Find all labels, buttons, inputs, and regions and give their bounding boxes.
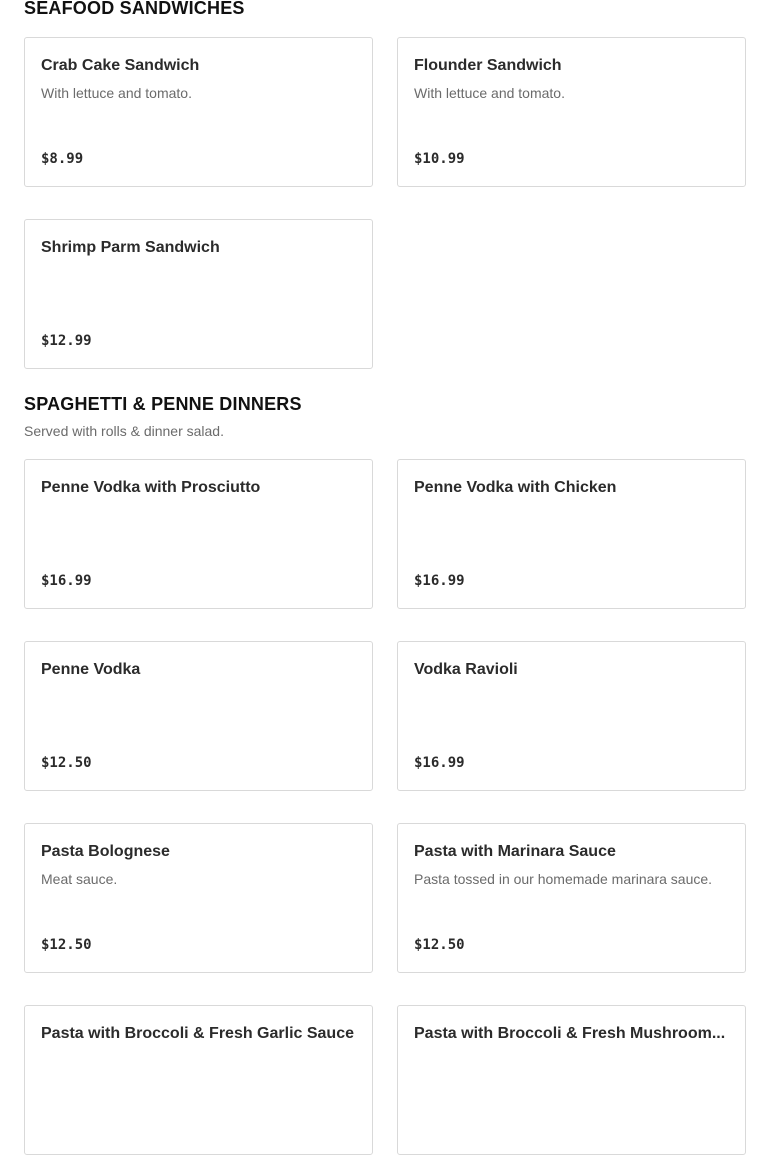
menu-item-card[interactable] [24, 1005, 373, 1155]
menu-item-price: $16.99 [41, 573, 92, 589]
menu-item-name: Crab Cake Sandwich [41, 57, 200, 74]
section-subtitle: Served with rolls & dinner salad. [24, 423, 224, 439]
menu-item-name: Penne Vodka [41, 661, 141, 678]
menu-item-description: With lettuce and tomato. [41, 85, 192, 101]
menu-item-card[interactable] [397, 37, 746, 187]
menu-item-description: Pasta tossed in our homemade marinara sauce. [414, 871, 713, 887]
menu-item-name: Pasta Bolognese [41, 843, 170, 860]
menu-item-name: Pasta with Broccoli & Fresh Mushroom... [414, 1025, 726, 1042]
menu-item-card[interactable] [397, 1005, 746, 1155]
menu-item-price: $12.50 [414, 937, 465, 953]
menu-item-price: $10.99 [414, 151, 465, 167]
menu-item-card[interactable] [24, 459, 373, 609]
section-title-seafood-sandwiches: SEAFOOD SANDWICHES [24, 0, 245, 18]
menu-item-description: With lettuce and tomato. [414, 85, 565, 101]
menu-item-card[interactable] [397, 641, 746, 791]
menu-item-name: Penne Vodka with Prosciutto [41, 479, 261, 496]
menu-item-card[interactable] [24, 641, 373, 791]
menu-item-name: Pasta with Broccoli & Fresh Garlic Sauce [41, 1025, 354, 1042]
menu-item-description: Meat sauce. [41, 871, 118, 887]
menu-item-name: Pasta with Marinara Sauce [414, 843, 616, 860]
menu-item-card[interactable] [24, 37, 373, 187]
menu-item-name: Shrimp Parm Sandwich [41, 239, 220, 256]
menu-item-card[interactable] [24, 823, 373, 973]
menu-item-card[interactable] [24, 219, 373, 369]
menu-item-price: $16.99 [414, 755, 465, 771]
menu-item-price: $12.50 [41, 755, 92, 771]
menu-item-price: $16.99 [414, 573, 465, 589]
menu-item-name: Vodka Ravioli [414, 661, 518, 678]
section-title-spaghetti-penne-dinners: SPAGHETTI & PENNE DINNERS [24, 394, 302, 414]
menu-item-price: $12.99 [41, 333, 92, 349]
menu-item-price: $8.99 [41, 151, 84, 167]
menu-item-name: Penne Vodka with Chicken [414, 479, 617, 496]
menu-item-price: $12.50 [41, 937, 92, 953]
menu-item-card[interactable] [397, 823, 746, 973]
menu-item-card[interactable] [397, 459, 746, 609]
menu-item-name: Flounder Sandwich [414, 57, 562, 74]
